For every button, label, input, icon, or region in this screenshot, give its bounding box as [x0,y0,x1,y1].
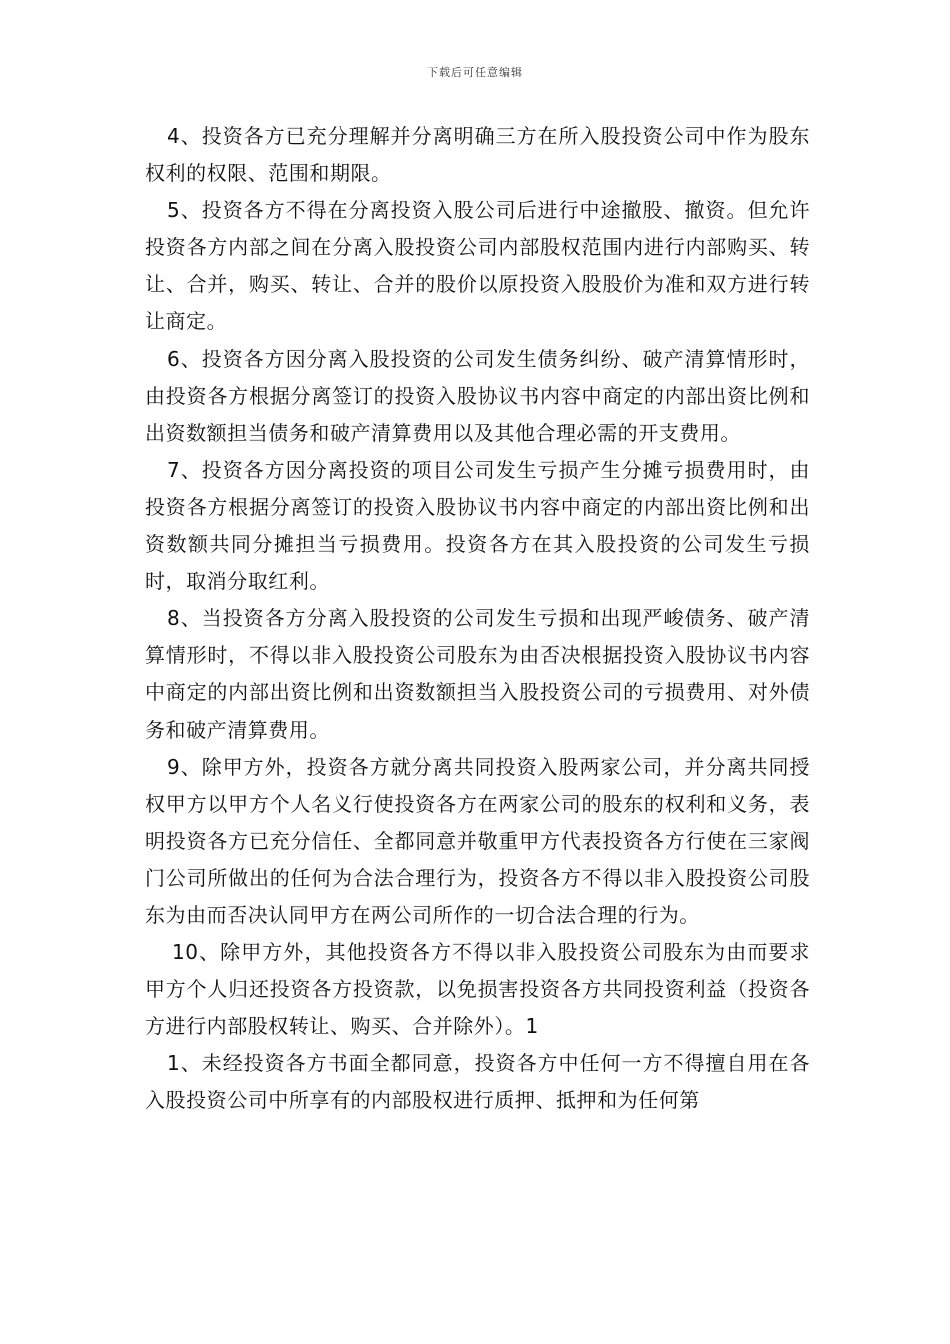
document-body [145,118,810,1120]
paragraph-clause-6: 6、投资各方因分离入股投资的公司发生债务纠纷、破产清算情形时，由投资各方根据分离签订的投资入股协议书内容中商定的内部出资比例和出资数额担当债务和破产清算费用以及其他合理必需的开支费用。 [145,346,810,445]
paragraph-clause-1: 1、未经投资各方书面全都同意，投资各方中任何一方不得擅自用在各入股投资公司中所享有的内部股权进行质押、抵押和为任何第 [145,1051,810,1113]
paragraph-clause-8: 8、当投资各方分离入股投资的公司发生亏损和出现严峻债务、破产清算情形时，不得以非入股投资公司股东为由否决根据投资入股协议书内容中商定的内部出资比例和出资数额担当入股投资公司的亏损费用、对外债务和破产清算费用。 [145,606,810,742]
paragraph-clause-5: 5、投资各方不得在分离投资入股公司后进行中途撤股、撤资。但允许投资各方内部之间在分离入股投资公司内部股权范围内进行内部购买、转让、合并，购买、转让、合并的股价以原投资入股股价为准和双方进行转让商定。 [145,198,810,334]
page-header: 下载后可任意编辑 [427,66,523,79]
paragraph-clause-4: 4、投资各方已充分理解并分离明确三方在所入股投资公司中作为股东权利的权限、范围和期限。 [145,124,810,186]
paragraph-clause-9: 9、除甲方外，投资各方就分离共同投资入股两家公司，并分离共同授权甲方以甲方个人名义行使投资各方在两家公司的股东的权利和义务，表明投资各方已充分信任、全都同意并敬重甲方代表投资各方行使在三家阀门公司所做出的任何为合法合理行为，投资各方不得以非入股投资公司股东为由而否决认同甲方在两公司所作的一切合法合理的行为。 [145,754,810,927]
paragraph-clause-7: 7、投资各方因分离投资的项目公司发生亏损产生分摊亏损费用时，由投资各方根据分离签订的投资入股协议书内容中商定的内部出资比例和出资数额共同分摊担当亏损费用。投资各方在其入股投资的公司发生亏损时，取消分取红利。 [145,457,810,594]
paragraph-clause-10: 10、除甲方外，其他投资各方不得以非入股投资公司股东为由而要求甲方个人归还投资各方投资款，以免损害投资各方共同投资利益（投资各方进行内部股权转让、购买、合并除外）。1 [145,940,810,1039]
